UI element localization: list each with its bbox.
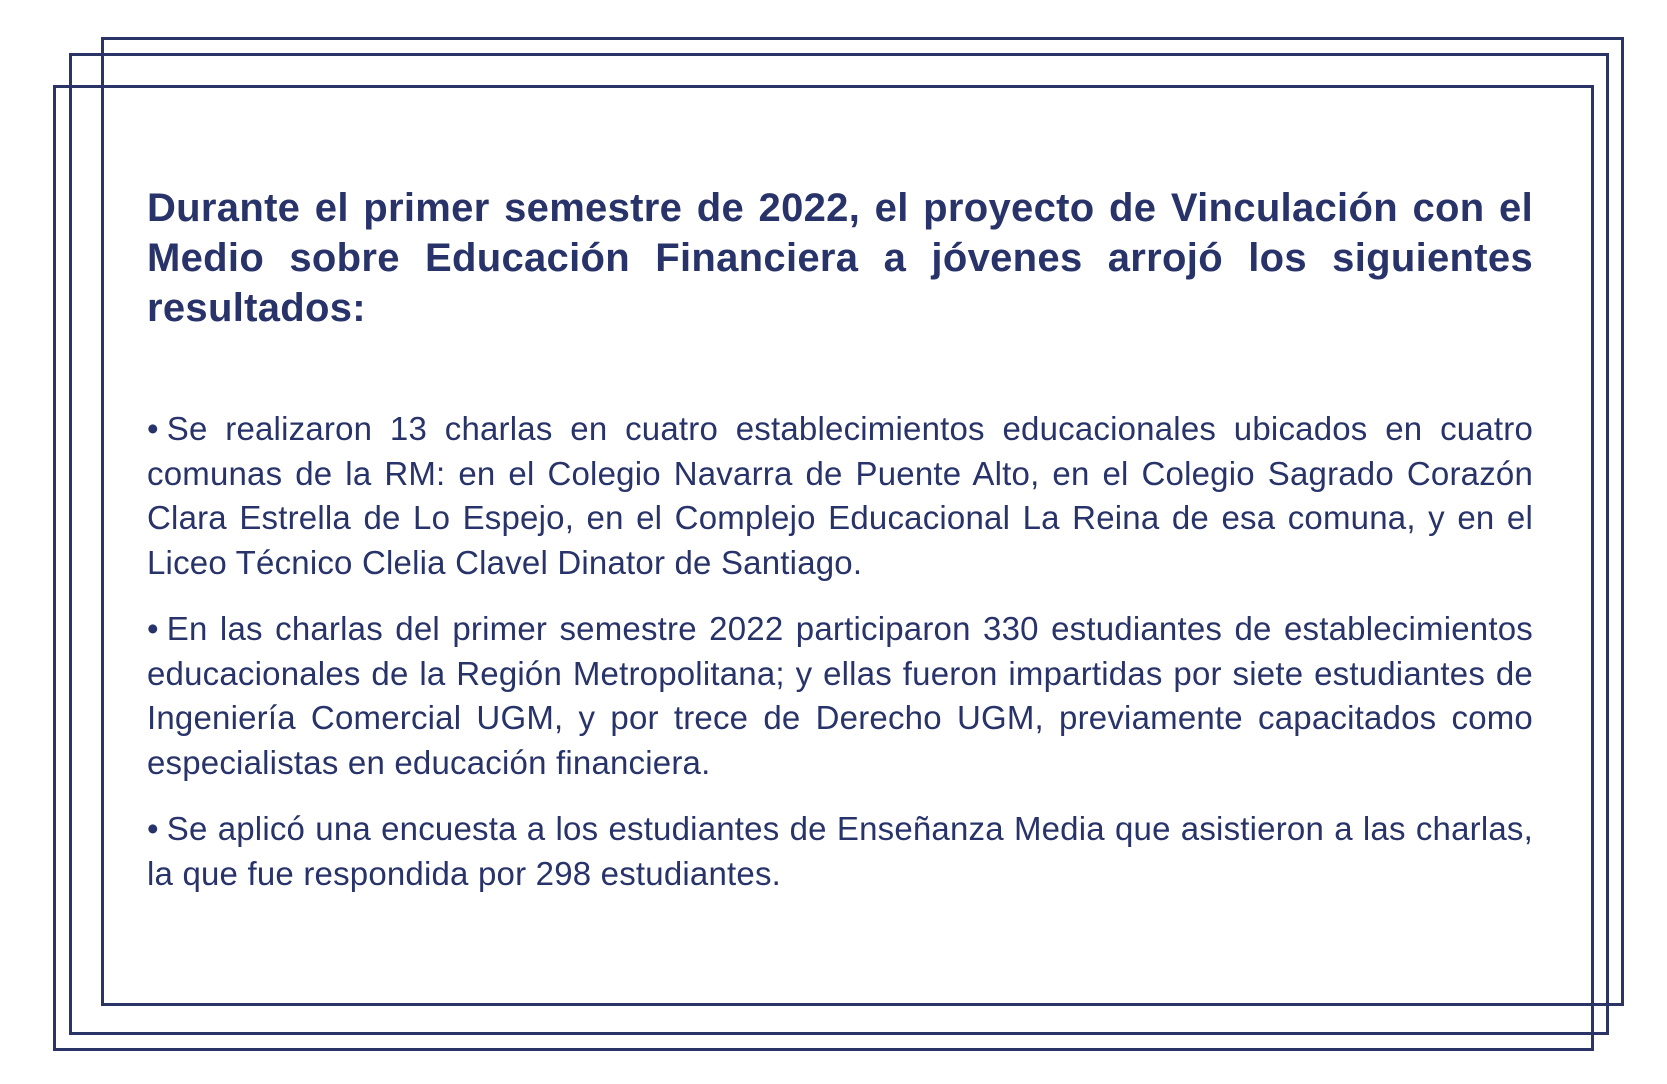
list-item (147, 407, 1533, 585)
intro-heading: Durante el primer semestre de 2022, el proyecto de Vinculación con el Medio sobre Educación Financiera a jóvenes arrojó los siguientes resultados: (147, 186, 1533, 330)
list-item-text: Se aplicó una encuesta a los estudiantes de Enseñanza Media que asistieron a las charlas, la que fue respondida por 298 estudiantes. (147, 810, 1533, 892)
bullet: • (147, 610, 159, 647)
list-item (147, 607, 1533, 785)
content-block (147, 183, 1533, 918)
list-item-text: Se realizaron 13 charlas en cuatro establecimientos educacionales ubicados en cuatro comunas de la RM: en el Colegio Navarra de Puente Alto, en el Colegio Sagrado Corazón Clara Estrella de Lo Espejo, en el Complejo Educacional La Reina de esa comuna, y en el Liceo Técnico Clelia Clavel Dinator de Santiago. (147, 410, 1533, 581)
list-item (147, 807, 1533, 896)
bullet: • (147, 810, 159, 847)
list-item-text: En las charlas del primer semestre 2022 participaron 330 estudiantes de establecimientos educacionales de la Región Metropolitana; y ellas fueron impartidas por siete estudiantes de Ingeniería Comercial UGM, y por trece de Derecho UGM, previamente capacitados como especialistas en educación financiera. (147, 610, 1533, 781)
results-list (147, 407, 1533, 896)
bullet: • (147, 410, 159, 447)
